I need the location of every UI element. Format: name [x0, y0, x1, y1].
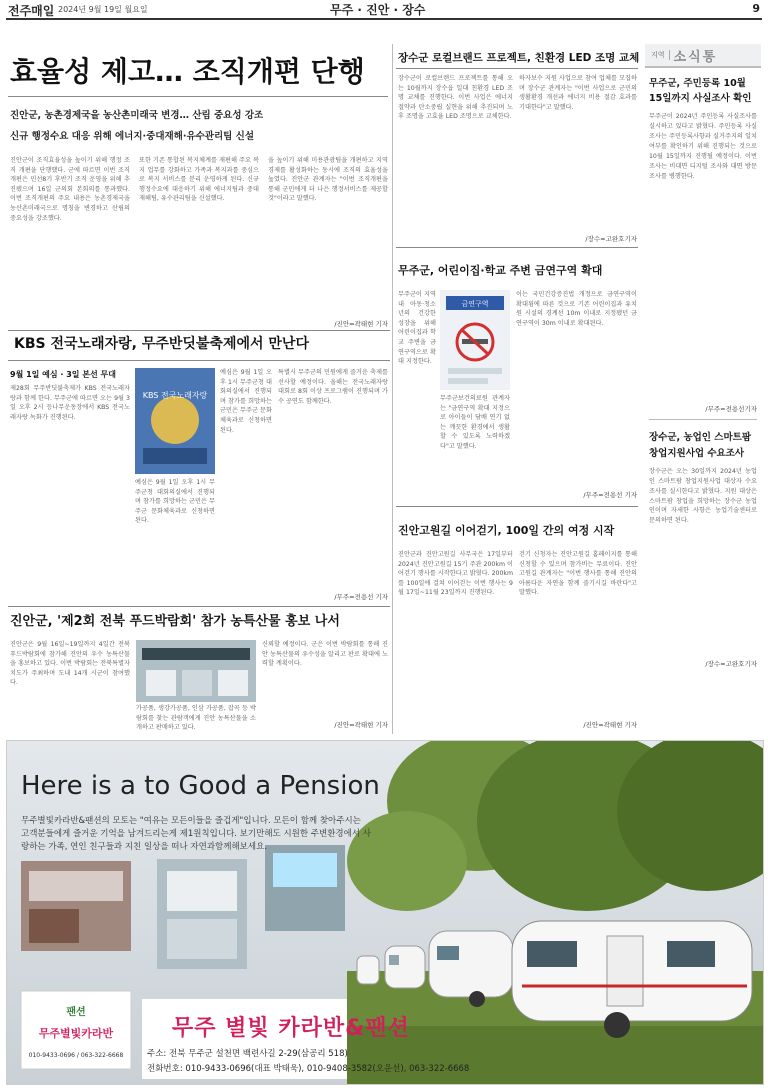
kbs-photo [135, 368, 215, 474]
expo-byline: /진안=곽태현 기자 [334, 721, 388, 729]
walk-byline: /진안=곽태현 기자 [583, 721, 637, 729]
kbs-body-col-4: 특별시 무주군의 민원에게 즐거운 축제를 선사할 예정이다. 올해는 전국노래자랑 대회로 8회 이상 프로그램이 진행되며 가수 공연도 함께한다. [278, 369, 388, 405]
kbs-poster-text: KBS 전국노래자랑 [142, 391, 208, 400]
kbs-byline: /무주=전용선 기자 [334, 593, 388, 601]
ad-business-name: 무주 별빛 카라반&팬션 [172, 1016, 410, 1041]
divider [396, 68, 638, 69]
paper-name: 전주매일 [8, 4, 55, 18]
interior-photo-2 [157, 859, 247, 969]
led-headline: 장수군 로컬브랜드 프로젝트, 친환경 LED 조명 교체 [398, 52, 640, 64]
sidebar-item-2-title: 장수군, 농업인 스마트팜 창업지원사업 수요조사 [649, 432, 751, 459]
kbs-headline: KBS 전국노래자랑, 무주반딧불축제에서 만난다 [14, 336, 309, 352]
led-body-col-1: 장수군이 로컬브랜드 프로젝트를 통해 오는 10월까지 장수읍 일대 친환경 LED 조명 교체를 진행한다. 이번 사업은 에너지 절약과 탄소중립 실현을 위해 추진되며 노후 조명을 고효율 LED 조명으로 교체한다. [398, 75, 513, 121]
nosmoking-body-col-3: 이는 국민건강증진법 개정으로 금연구역이 확대됨에 따른 것으로 기존 어린이집과 유치원 시설의 경계선 10m 이내로 지정됐던 금연구역이 30m 이내로 확대된다. [516, 291, 637, 327]
sidebar-item-1-body: 무주군이 2024년 주민등록 사실조사를 실시하고 있다고 밝혔다. 주민등록 사실조사는 주민등록사항과 실거주지의 일치 여부를 확인하기 위해 진행되는 것으로 10월 15일까지 진행될 예정이다. 이번 조사는 비대면 디지털 조사와 대면 방문 조사를 병행한다. [649, 113, 757, 180]
caravan-small-2 [385, 946, 425, 988]
masthead-rule [6, 18, 762, 20]
ad-title: Here is a to Good a Pension [21, 771, 380, 801]
divider [8, 96, 388, 97]
page-number: 9 [752, 2, 760, 15]
walk-body-col-2: 걷기 신청자는 진안고원길 홈페이지를 통해 신청할 수 있으며 참가비는 무료이다. 진안고원길 관계자는 "이번 행사를 통해 진안의 아름다운 자연을 함께 즐기시길 바란다"고 말했다. [519, 551, 637, 597]
kbs-body-col-3: 예심은 9월 1일 오후 1시 무주군청 대회의실에서 진행되며 참가를 희망하는 군민은 무주군 문화체육과로 신청하면 된다. [220, 369, 272, 434]
divider [8, 330, 390, 331]
issue-date: 2024년 9월 19일 월요일 [58, 5, 148, 14]
sidebar-label-small: 지역 [645, 50, 670, 60]
divider [8, 360, 390, 361]
column-divider [392, 44, 393, 734]
led-body-col-2: 하자보수 지원 사업으로 참여 업체를 모집하며 장수군 관계자는 "이번 사업으로 군민의 생활환경 개선과 에너지 비용 절감 효과를 기대한다"고 말했다. [519, 75, 637, 111]
caravan-small-1 [357, 956, 379, 984]
divider [396, 247, 638, 248]
nosmoking-body-col-2: 무주군보건의료원 관계자는 "금연구역 확대 지정으로 아이들이 담배 연기 없는 깨끗한 환경에서 생활할 수 있도록 노력하겠다"고 말했다. [440, 395, 510, 451]
ad-phone: 전화번호: 010-9433-0696(대표 박태욱), 010-9408-3582(오운선), 063-322-6668 [147, 1064, 470, 1074]
logo-word-main: 무주별빛카라반 [38, 1027, 114, 1040]
sidebar-label-big: 소식통 [673, 49, 718, 65]
expo-booth-graphic [136, 640, 256, 702]
main-subhead-1: 진안군, 농촌경제국을 농산촌미래국 변경… 산림 중요성 강조 [10, 110, 264, 121]
section-title: 무주 · 진안 · 장수 [330, 3, 426, 17]
logo-phone: 010-9433-0696 / 063-322-6668 [28, 1052, 124, 1059]
walk-body-col-1: 진안군과 진안고원길 사무국은 17일부터 2024년 진안고원길 15기 주관 200km 이어걷기 행사를 시작한다고 밝혔다. 200km를 100일에 걸쳐 이어걷는 이번 행사는 9월 17일~11월 23일까지 진행된다. [398, 551, 513, 597]
main-subhead-2: 신규 행정수요 대응 위해 에너지·중대재해·유수관리팀 신설 [10, 131, 255, 142]
sidebar-item-2-body: 장수군은 오는 30일까지 2024년 농업인 스마트팜 창업지원사업 대상자 수요조사를 실시한다고 밝혔다. 지원 대상은 스마트팜 창업을 희망하는 장수군 농업인이며 자세한 사항은 농업기술센터로 문의하면 된다. [649, 467, 757, 525]
caravan-large [512, 921, 752, 1038]
interior-photo [21, 861, 131, 951]
nosmoking-body-col-1: 무주군이 지역 내 아동·청소년의 건강한 성장을 위해 어린이집과 학교 주변을 금연구역으로 확대 지정한다. [398, 291, 436, 366]
led-byline: /장수=고완호기자 [585, 235, 637, 243]
divider [649, 419, 757, 420]
expo-body-col-3: 신뢰할 예정이다. 군은 이번 박람회를 통해 진안 농특산물의 우수성을 알리고 판로 확대에 노력할 계획이다. [262, 641, 388, 668]
nosmoking-headline: 무주군, 어린이집·학교 주변 금연구역 확대 [398, 264, 603, 277]
main-byline: /진안=곽태현 기자 [334, 320, 388, 328]
kbs-body-col-1: 제28회 무주반딧불축제가 KBS 전국노래자랑과 함께 한다. 무주군에 따르면 오는 9월 3일 오후 2시 등나무운동장에서 KBS 전국노래자랑 녹화가 진행된다. [10, 385, 130, 421]
expo-body-col-1: 진안군은 9월 16일~19일까지 4일간 전북 푸드박람회에 참가해 진안의 우수 농특산물을 홍보하고 있다. 이번 박람회는 전북특별자치도가 주최하며 도내 14개 시군이 참여했다. [10, 641, 130, 687]
main-body-col-3: 을 높이기 위해 미용관광팀을 개편하고 지역경제를 활성화하는 동시에 조직의 효율성을 높였다. 진안군 관계자는 "이번 조직개편을 통해 군민에게 더 나은 행정서비스를 제공할 것"이라고 말했다. [268, 157, 388, 203]
nosmoking-byline: /무주=전용선 기자 [583, 491, 637, 499]
divider [8, 606, 390, 607]
divider [396, 506, 638, 507]
nosmoking-sign [440, 290, 510, 390]
caravan-medium [429, 931, 513, 1007]
kbs-body-col-2: 예심은 9월 1일 오후 1시 무주군청 대회의실에서 진행되며 참가를 희망하는 군민은 무주군 문화체육과로 신청하면 된다. [135, 479, 215, 525]
main-headline: 효율성 제고… 조직개편 단행 [10, 55, 365, 88]
sidebar-item-1-byline: /무주=전용선기자 [705, 405, 757, 414]
kbs-subtitle: 9월 1일 예심 · 3일 본선 무대 [10, 370, 117, 379]
sidebar-header [645, 44, 761, 68]
kbs-poster-graphic [135, 368, 215, 474]
interior-photo-3 [265, 845, 345, 931]
ad-intro: 무주별빛카라반&팬션의 모토는 "여유는 모든이들을 즐겁게"입니다. 모든이 함께 찾아주시는 고객분들에게 즐거운 기억을 남겨드리는게 제1원칙입니다. 보기만해도 시원한 주변환경에서 사랑하는 가족, 연인 친구들과 지친 일상을 떠나 자연과함께해보세요. [21, 816, 371, 852]
walk-headline: 진안고원길 이어걷기, 100일 간의 여정 시작 [398, 524, 615, 537]
expo-headline: 진안군, '제2회 전북 푸드박람회' 참가 농특산물 홍보 나서 [10, 614, 340, 629]
sidebar-item-2-byline: /장수=고완호기자 [705, 659, 757, 668]
ad-address: 주소: 전북 무주군 설천면 백련사길 2-29(삼공리 518) [147, 1049, 348, 1059]
expo-photo [136, 640, 256, 702]
no-smoking-sign-graphic [440, 290, 510, 390]
main-body-col-2: 또한 기존 통합된 복지체계를 재편해 주요 복지 업무를 강화하고 가족과 복지과를 중심으로 복지 서비스를 분리 운영하게 된다. 신규 행정수요에 대응하기 위해 에너지팀과 중대재해팀, 유수관리팀을 신설했다. [139, 157, 259, 203]
sign-text: 금연구역 [461, 300, 489, 308]
sidebar-item-1-title: 무주군, 주민등록 10월 15일까지 사실조사 확인 [649, 78, 752, 105]
pension-advertisement [6, 740, 764, 1085]
local-news-sidebar [645, 44, 761, 724]
logo-word-top: 팬션 [66, 1007, 86, 1018]
main-body-col-1: 진안군이 조직효율성을 높이기 위해 행정 조직 개편을 단행했다. 군에 따르면 이번 조직개편은 민선8기 후반기 조직 운영을 위해 추진됐으며 16일 군의회 본회의를 통과했다. 이번 조직개편의 주요 내용은 농촌경제국을 농산촌미래국으로 명칭을 변경하고 산림의 중요성을 강조했다. [10, 157, 130, 222]
expo-body-col-2: 가공품, 생강가공품, 인삼 가공품, 잡곡 등 박람회를 찾는 관람객에게 진안 농특산물을 소개하고 판매하고 있다. [136, 705, 256, 732]
